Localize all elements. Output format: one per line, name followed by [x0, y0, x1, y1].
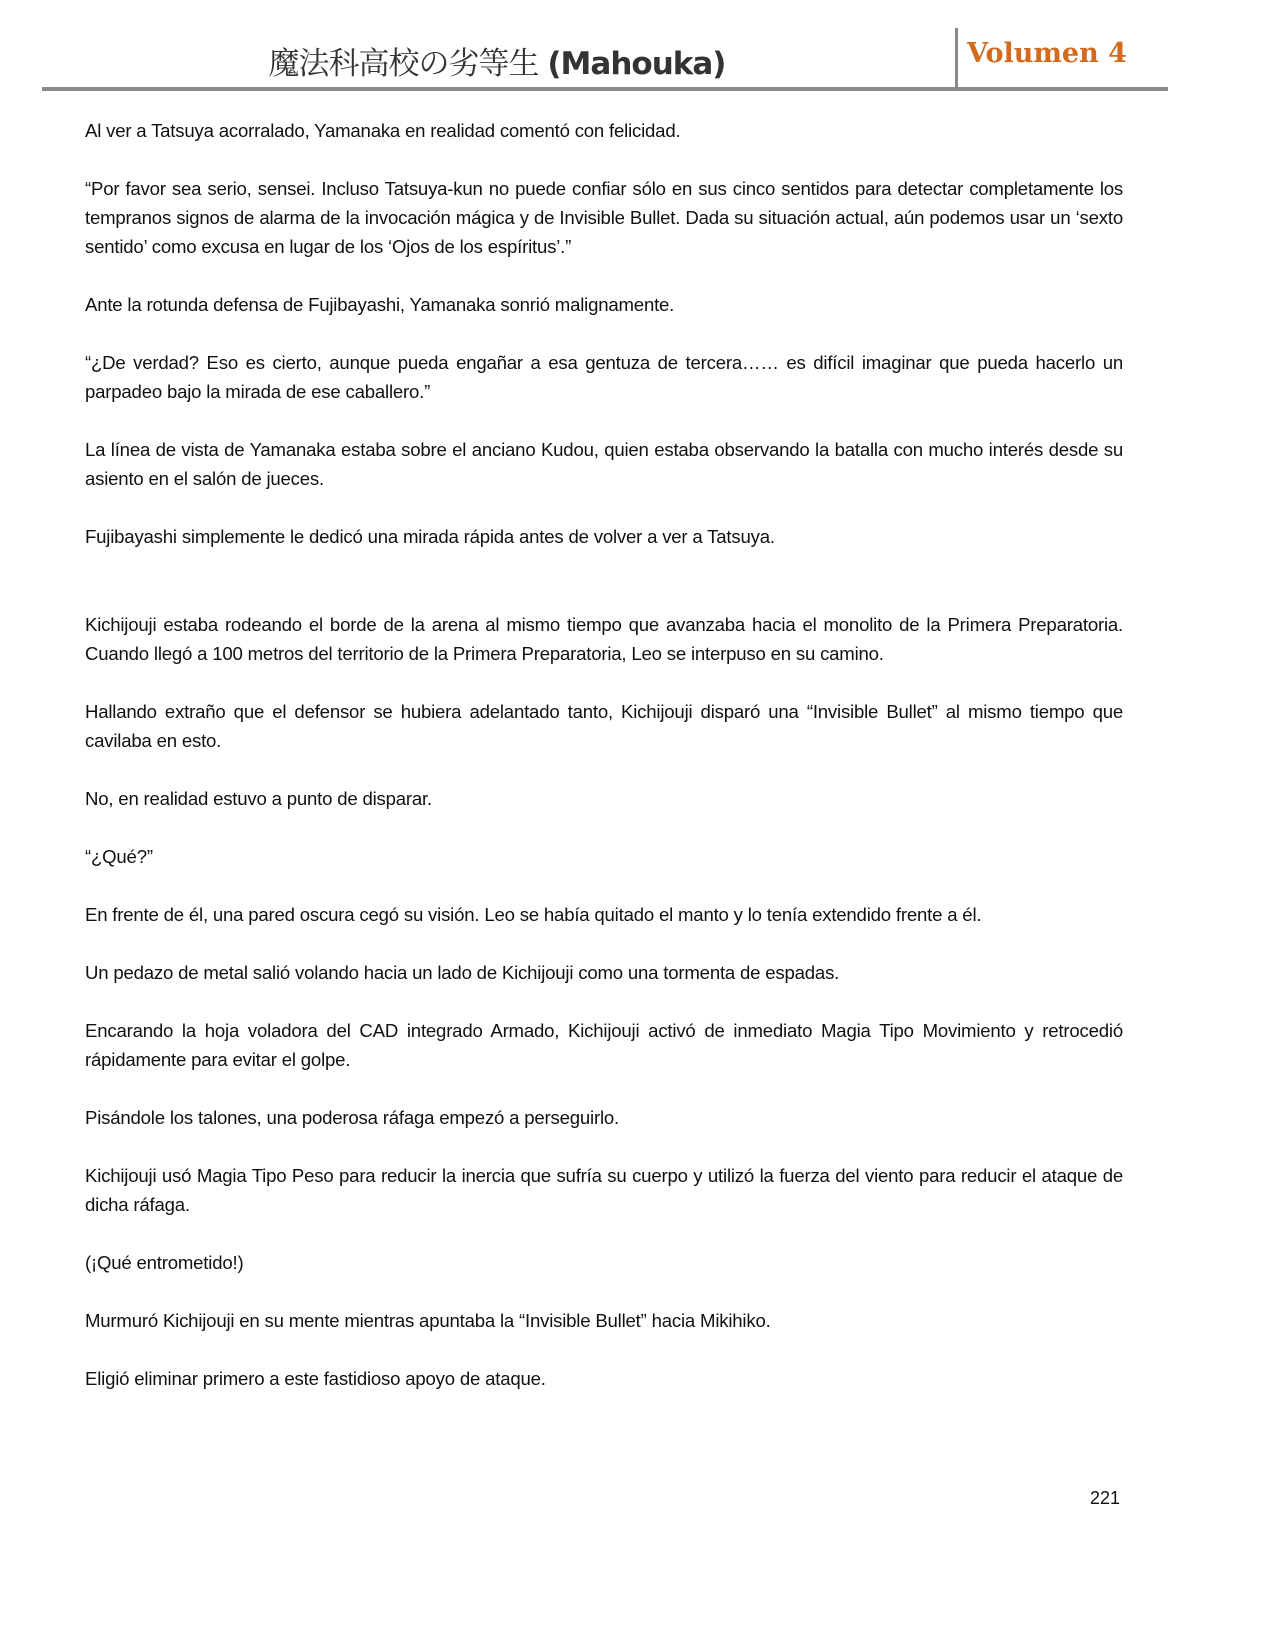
- paragraph: Hallando extraño que el defensor se hubiera adelantado tanto, Kichijouji disparó una “Invisible Bullet” al mismo tiempo que cavilaba en esto.: [85, 701, 1123, 751]
- title-english: (Mahouka): [547, 46, 726, 82]
- paragraph: “¿De verdad? Eso es cierto, aunque pueda engañar a esa gentuza de tercera…… es difícil imaginar que pueda hacerlo un parpadeo bajo la mirada de ese caballero.”: [85, 352, 1123, 402]
- volume-label: Volumen 4: [967, 38, 1127, 69]
- paragraph: Fujibayashi simplemente le dedicó una mirada rápida antes de volver a ver a Tatsuya.: [85, 526, 775, 547]
- paragraph: En frente de él, una pared oscura cegó su visión. Leo se había quitado el manto y lo tenía extendido frente a él.: [85, 904, 982, 925]
- paragraph: (¡Qué entrometido!): [85, 1252, 244, 1273]
- paragraph: La línea de vista de Yamanaka estaba sobre el anciano Kudou, quien estaba observando la batalla con mucho interés desde su asiento en el salón de jueces.: [85, 439, 1123, 489]
- paragraph: Eligió eliminar primero a este fastidioso apoyo de ataque.: [85, 1368, 546, 1389]
- title-japanese: 魔法科高校の劣等生: [268, 46, 539, 82]
- book-title: [42, 38, 952, 83]
- page-body: [85, 116, 1123, 1422]
- paragraph: Al ver a Tatsuya acorralado, Yamanaka en realidad comentó con felicidad.: [85, 120, 681, 141]
- paragraph: Kichijouji estaba rodeando el borde de la arena al mismo tiempo que avanzaba hacia el monolito de la Primera Preparatoria. Cuando llegó a 100 metros del territorio de la Primera Preparatoria, Leo se interpuso en su camino.: [85, 614, 1123, 664]
- header-divider: [955, 28, 958, 88]
- paragraph: Murmuró Kichijouji en su mente mientras apuntaba la “Invisible Bullet” hacia Mikihiko.: [85, 1310, 771, 1331]
- header-rule: [42, 87, 1168, 91]
- paragraph: No, en realidad estuvo a punto de disparar.: [85, 788, 432, 809]
- paragraph: Un pedazo de metal salió volando hacia un lado de Kichijouji como una tormenta de espadas.: [85, 962, 840, 983]
- page-number: 221: [1090, 1488, 1121, 1508]
- paragraph: Pisándole los talones, una poderosa ráfaga empezó a perseguirlo.: [85, 1107, 620, 1128]
- paragraph: “Por favor sea serio, sensei. Incluso Tatsuya-kun no puede confiar sólo en sus cinco sentidos para detectar completamente los tempranos signos de alarma de la invocación mágica y de Invisible Bullet. Dada su situación actual, aún podemos usar un ‘sexto sentido’ como excusa en lugar de los ‘Ojos de los espíritus’.”: [85, 178, 1123, 257]
- paragraph: “¿Qué?”: [85, 846, 153, 867]
- paragraph: Kichijouji usó Magia Tipo Peso para reducir la inercia que sufría su cuerpo y utilizó la fuerza del viento para reducir el ataque de dicha ráfaga.: [85, 1165, 1123, 1215]
- paragraph: Encarando la hoja voladora del CAD integrado Armado, Kichijouji activó de inmediato Magia Tipo Movimiento y retrocedió rápidamente para evitar el golpe.: [85, 1020, 1123, 1070]
- paragraph: Ante la rotunda defensa de Fujibayashi, Yamanaka sonrió malignamente.: [85, 294, 675, 315]
- page-header: [42, 28, 1168, 92]
